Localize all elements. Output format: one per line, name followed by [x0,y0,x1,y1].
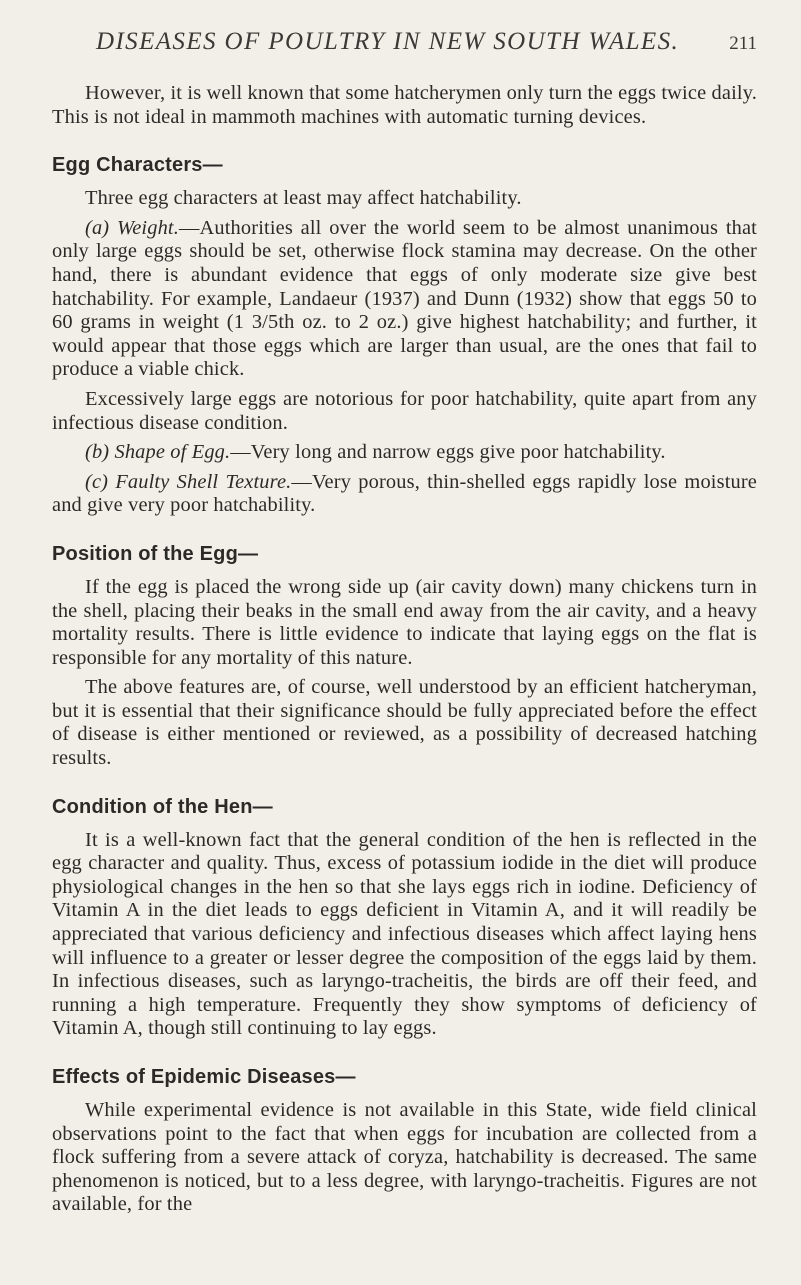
section-heading: Condition of the Hen— [52,795,273,818]
paragraph: Excessively large eggs are notorious for poor hatchability, quite apart from any infectious disease condition. [52,387,757,434]
paragraph-shell [52,471,757,518]
paragraph: It is a well-known fact that the general condition of the hen is reflected in the egg character and quality. Thus, excess of potassium iodide in the diet will produce physiological changes in the hen so that she lays eggs rich in iodine. Deficiency of Vitamin A in the diet leads to eggs deficient in Vitamin A, and it will readily be appreciated that various deficiency and infectious diseases which affect laying hens will influence to a greater or lesser degree the composition of the eggs laid by them. In infectious diseases, such as laryngo-tracheitis, the birds are off their feed, and running a high temperature. Frequently they show symptoms of deficiency of Vitamin A, though still continuing to lay eggs. [52,828,757,1040]
section-position [52,542,757,771]
item-text: —Very porous, thin-shelled eggs rapidly lose moisture and give very poor hatchability. [52,470,757,517]
paragraph: Three egg characters at least may affect hatchability. [85,187,522,210]
section-condition [52,795,757,1041]
paragraph-shape [52,441,757,465]
item-label: (b) Shape of Egg. [85,441,231,464]
section-heading: Effects of Epidemic Diseases— [52,1066,356,1088]
section-egg-characters [52,153,757,518]
section-heading: Egg Characters— [52,154,223,177]
running-head [96,28,757,56]
paragraph-weight [52,217,757,382]
paragraph: The above features are, of course, well understood by an efficient hatcheryman, but it is essential that their significance should be fully appreciated before the effect of disease is either mentioned or reviewed, as a possibility of decreased hatching results. [52,676,757,770]
paragraph: While experimental evidence is not available in this State, wide field clinical observations point to the fact that when eggs for incubation are collected from a flock suffering from a severe attack of coryza, hatchability is decreased. The same phenomenon is noticed, but to a less degree, with laryngo-tracheitis. Figures are not available, for the [52,1099,757,1216]
intro-paragraph: However, it is well known that some hatcherymen only turn the eggs twice daily. This is not ideal in mammoth machines with automatic turning devices. [52,82,757,128]
body-text [52,82,757,1217]
section-epidemic [52,1065,757,1217]
running-title: DISEASES OF POULTRY IN NEW SOUTH WALES. [96,28,680,55]
item-label: (a) Weight. [85,216,179,239]
section-heading: Position of the Egg— [52,542,259,565]
page-number: 211 [729,33,757,54]
item-label: (c) Faulty Shell Texture. [85,470,292,493]
item-text: —Very long and narrow eggs give poor hatchability. [230,441,666,464]
paragraph: If the egg is placed the wrong side up (air cavity down) many chickens turn in the shell, placing their beaks in the small end away from the air cavity, and a heavy mortality results. There is little evidence to indicate that laying eggs on the flat is responsible for any mortality of this nature. [52,575,757,669]
item-text: —Authorities all over the world seem to be almost unanimous that only large eggs should be set, otherwise flock stamina may decrease. On the other hand, there is abundant evidence that eggs of only moderate size give best hatchability. For example, Landaeur (1937) and Dunn (1932) show that eggs 50 to 60 grams in weight (1 3/5th oz. to 2 oz.) give highest hatchability; and further, it would appear that those eggs which are larger than usual, are the ones that fail to produce a viable chick. [52,216,757,381]
